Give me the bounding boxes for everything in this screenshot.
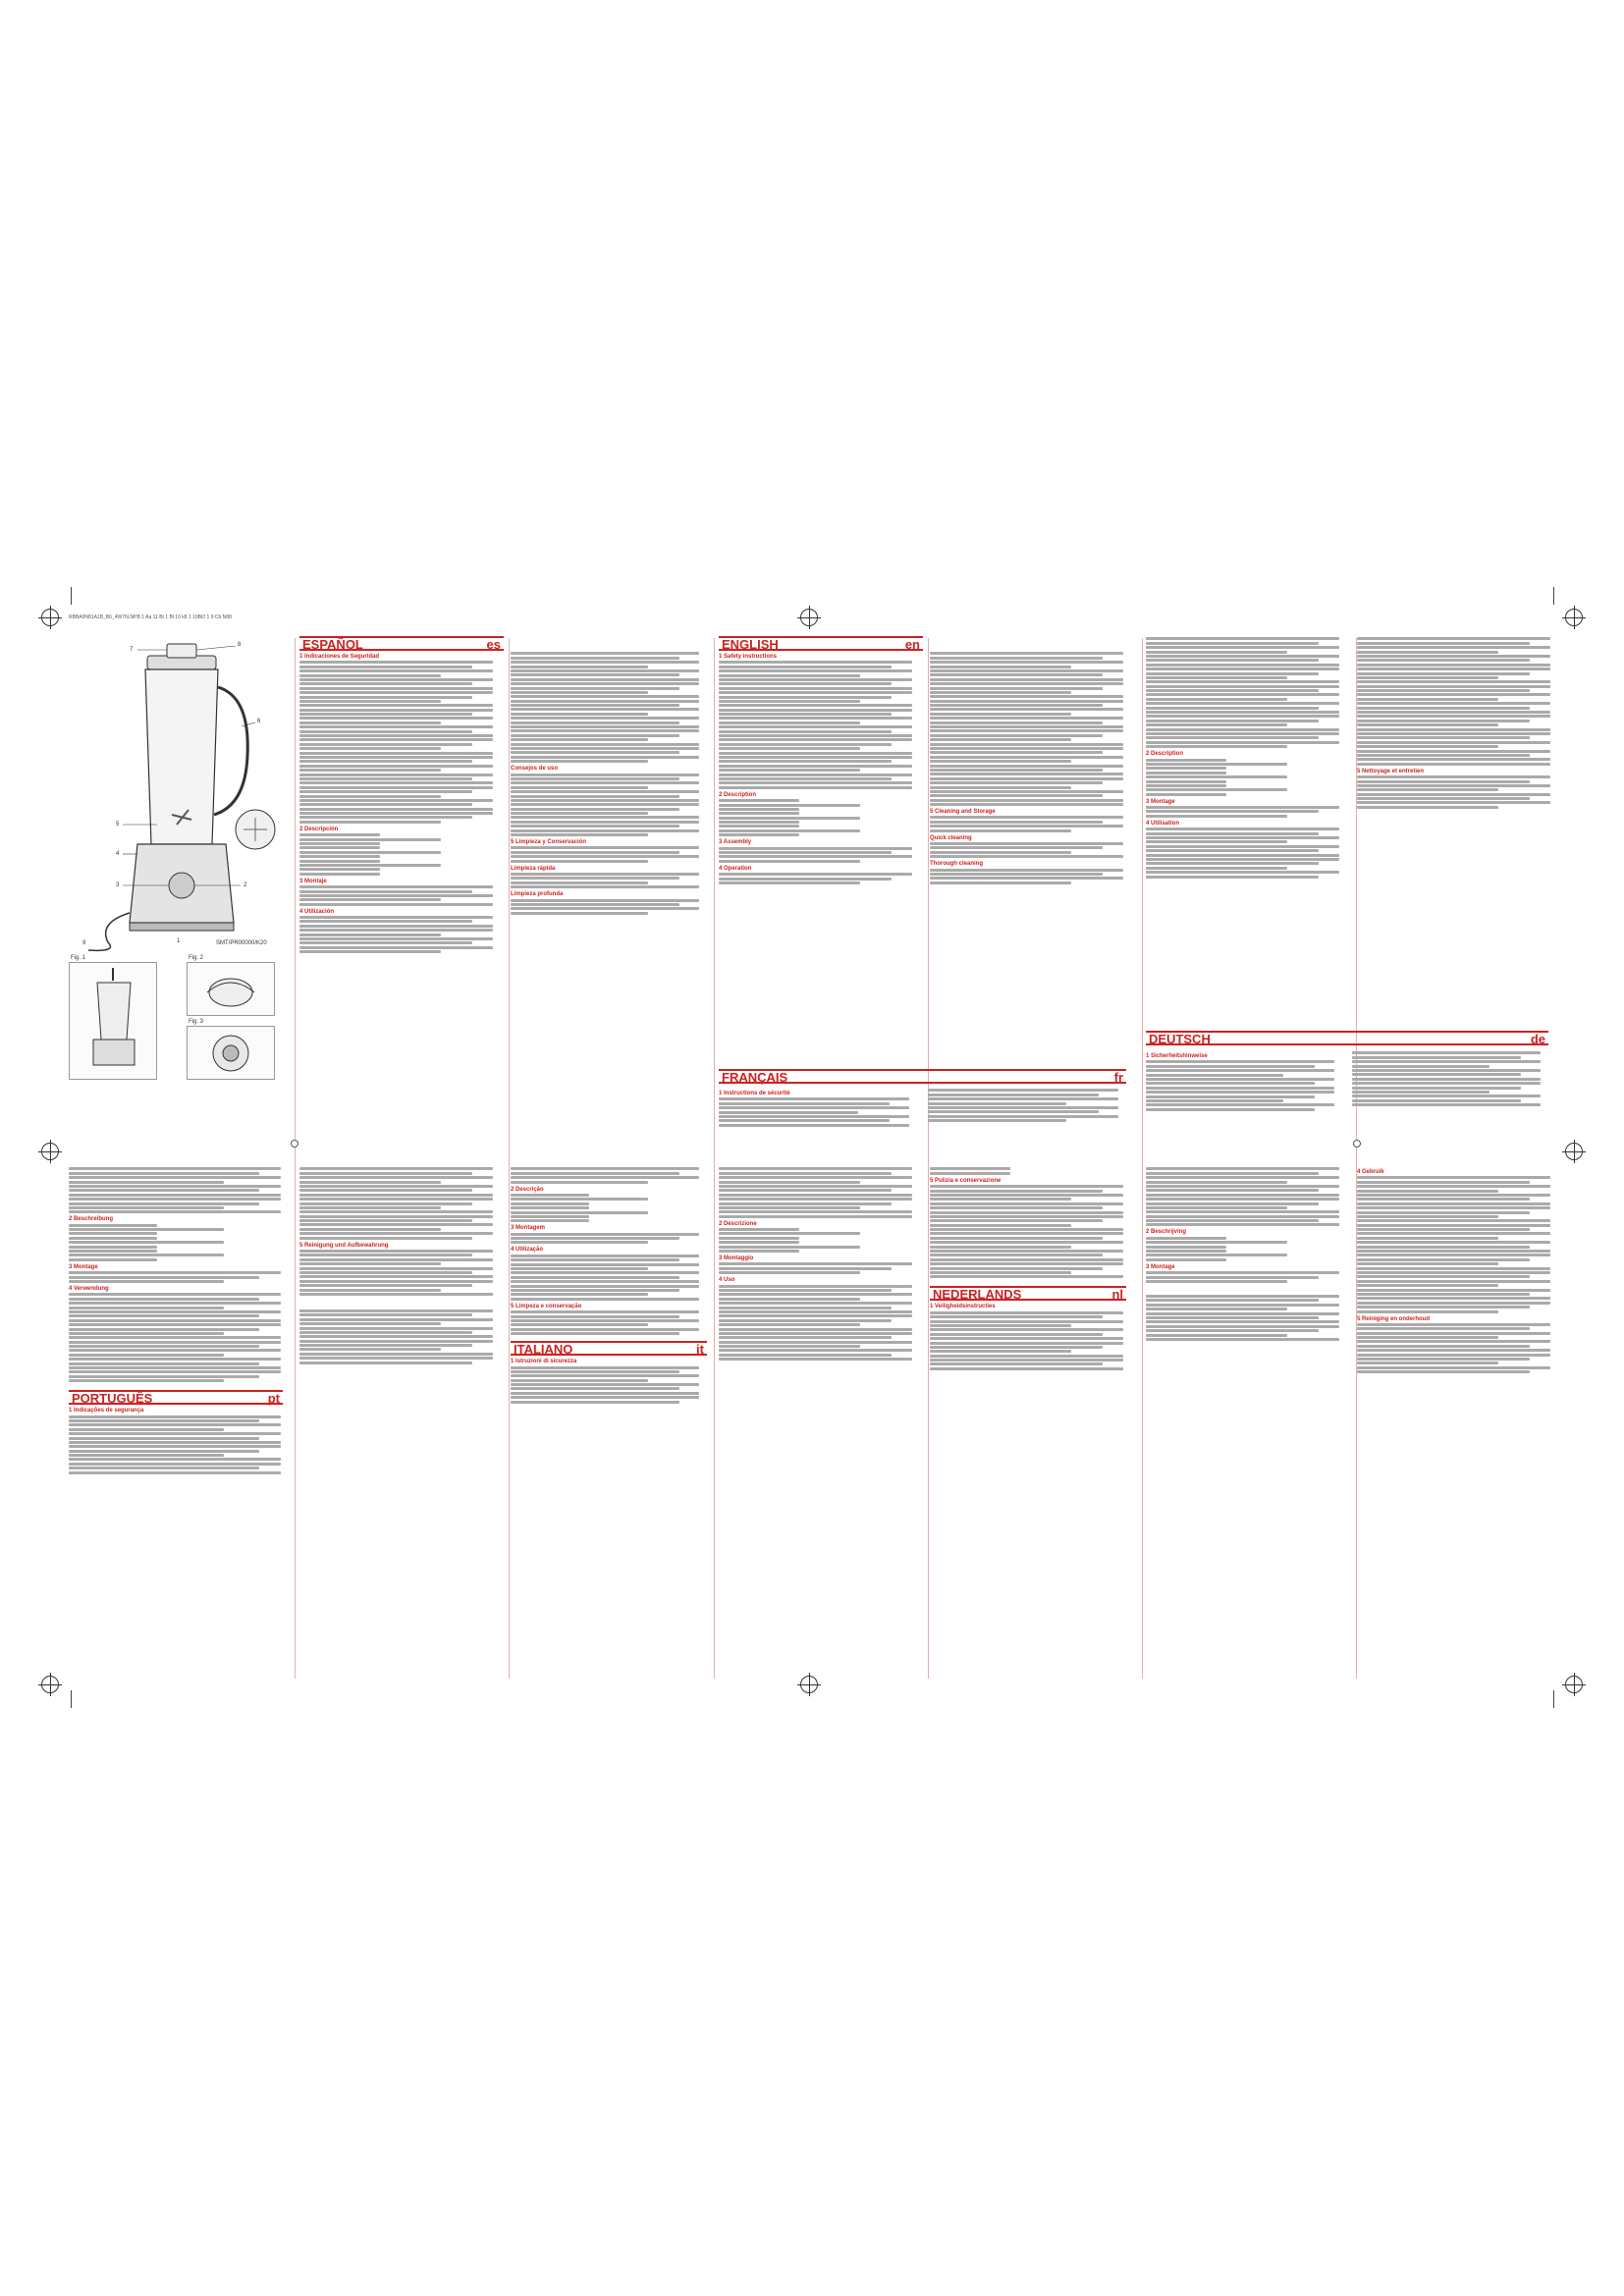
heading: 1 Sicherheitshinweise xyxy=(1146,1053,1208,1059)
body-text xyxy=(511,1310,707,1335)
heading: 1 Indicaciones de Seguridad xyxy=(299,654,380,660)
figure-panel xyxy=(69,628,290,1139)
heading: 2 Description xyxy=(1146,751,1184,758)
trim-mark xyxy=(1553,587,1554,605)
heading: 2 Beschreibung xyxy=(69,1216,114,1223)
section-it-bottom xyxy=(719,1166,1136,1677)
section-title-de xyxy=(1146,1031,1548,1045)
body-text xyxy=(511,1366,707,1404)
body-text xyxy=(511,1167,707,1183)
body-text xyxy=(511,899,707,915)
heading: 2 Description xyxy=(719,791,757,798)
body-text xyxy=(1146,828,1347,878)
body-text xyxy=(1352,1051,1548,1106)
body-text xyxy=(511,652,707,763)
heading: 5 Limpieza y Conservación xyxy=(511,839,587,846)
body-text xyxy=(511,1194,707,1222)
registration-mark-top-center xyxy=(800,609,818,626)
blender-illustration xyxy=(69,628,290,952)
body-text xyxy=(1146,1060,1342,1110)
registration-mark-bottom-center xyxy=(800,1676,818,1693)
section-title-nl xyxy=(930,1286,1126,1301)
callout-1: 1 xyxy=(177,938,181,944)
section-code-it: it xyxy=(696,1342,704,1358)
body-text xyxy=(719,661,920,788)
callout-8: 8 xyxy=(238,642,242,648)
body-text xyxy=(69,1224,290,1261)
section-code-nl: nl xyxy=(1111,1287,1123,1303)
fold-mark xyxy=(1353,1140,1361,1148)
body-text xyxy=(719,1262,920,1274)
body-text xyxy=(299,885,501,906)
section-code-es: es xyxy=(486,637,501,652)
heading: 4 Gebruik xyxy=(1357,1169,1384,1175)
heading: Thorough cleaning xyxy=(930,861,983,868)
callout-5: 5 xyxy=(116,822,120,828)
registration-mark-bottom-right xyxy=(1565,1676,1583,1693)
trim-mark xyxy=(71,1690,72,1708)
heading: 1 Safety instructions xyxy=(719,654,778,660)
figure-2 xyxy=(187,962,275,1016)
heading: Limpieza profunda xyxy=(511,891,564,898)
heading: 1 Instructions de sécurité xyxy=(719,1091,790,1096)
heading: 2 Descrizione xyxy=(719,1220,757,1227)
section-code-fr: fr xyxy=(1113,1070,1123,1085)
fold-mark xyxy=(291,1140,298,1148)
body-text xyxy=(511,1255,707,1301)
section-title-es xyxy=(299,636,504,651)
section-code-en: en xyxy=(904,637,920,652)
heading: 5 Pulizia e conservazione xyxy=(930,1177,1001,1184)
heading: 2 Descrição xyxy=(511,1186,544,1193)
body-text xyxy=(1357,1176,1558,1312)
body-text xyxy=(719,1285,920,1362)
body-text xyxy=(299,916,501,953)
heading: 3 Montagem xyxy=(511,1225,546,1232)
registration-mark-top-right xyxy=(1565,609,1583,626)
trim-mark xyxy=(71,587,72,605)
heading: 3 Montage xyxy=(1146,1263,1175,1270)
trim-mark xyxy=(1553,1690,1554,1708)
heading: Consejos de uso xyxy=(511,766,559,773)
section-title-nl-text: NEDERLANDS xyxy=(933,1287,1022,1303)
heading: 4 Operation xyxy=(719,865,752,872)
heading: 3 Montage xyxy=(1146,798,1175,805)
heading: 3 Assembly xyxy=(719,839,752,846)
heading: Limpieza rápida xyxy=(511,865,556,872)
body-text xyxy=(719,873,920,884)
section-title-it xyxy=(511,1341,707,1356)
heading: 4 Utilização xyxy=(511,1247,544,1254)
body-text xyxy=(930,1167,1131,1174)
registration-mark-bottom-left xyxy=(41,1676,59,1693)
body-text xyxy=(69,1415,290,1474)
body-text xyxy=(299,661,501,823)
section-de-top xyxy=(1146,636,1558,1137)
figure-2-label: Fig. 2 xyxy=(189,955,204,961)
fold-line xyxy=(1142,638,1143,1679)
heading: 4 Uso xyxy=(719,1277,735,1284)
section-title-de-text: DEUTSCH xyxy=(1149,1032,1211,1046)
body-text xyxy=(930,869,1131,884)
body-text xyxy=(1146,637,1347,748)
body-text xyxy=(928,1089,1127,1122)
heading: 5 Reiniging en onderhoud xyxy=(1357,1315,1430,1322)
body-text xyxy=(69,1271,290,1283)
callout-3: 3 xyxy=(116,882,120,888)
heading: 3 Montaggio xyxy=(719,1255,754,1262)
body-text xyxy=(1357,775,1558,809)
callout-2: 2 xyxy=(244,882,247,888)
fold-line xyxy=(295,638,296,1679)
registration-mark-mid-left xyxy=(41,1143,59,1160)
callout-7: 7 xyxy=(130,647,134,653)
section-de-bottom xyxy=(69,1166,290,1677)
body-text xyxy=(69,1167,290,1213)
body-text xyxy=(299,1309,501,1364)
heading: 5 Cleaning and Storage xyxy=(930,809,996,816)
callout-6: 6 xyxy=(257,719,261,724)
body-text xyxy=(1146,806,1347,818)
body-text xyxy=(1357,1323,1558,1373)
body-text xyxy=(299,833,501,876)
body-text xyxy=(1146,1237,1347,1261)
heading: 5 Nettoyage et entretien xyxy=(1357,768,1425,774)
body-text xyxy=(1146,1295,1347,1341)
heading: 4 Utilisation xyxy=(1146,820,1180,827)
body-text xyxy=(719,847,920,863)
section-title-fr-text: FRANÇAIS xyxy=(722,1070,788,1085)
body-text xyxy=(719,799,920,836)
body-text xyxy=(1146,1271,1347,1283)
section-title-fr xyxy=(719,1069,1126,1084)
figure-1-label: Fig. 1 xyxy=(71,955,86,961)
section-code-de: de xyxy=(1530,1032,1545,1046)
heading: 2 Descripción xyxy=(299,826,339,832)
body-text xyxy=(1146,759,1347,796)
body-text xyxy=(299,1167,501,1239)
section-title-en-text: ENGLISH xyxy=(722,637,779,652)
heading: 1 Indicações de segurança xyxy=(69,1408,144,1415)
heading: 5 Limpeza e conservação xyxy=(511,1303,582,1309)
fold-line xyxy=(714,638,715,1679)
registration-mark-mid-right xyxy=(1565,1143,1583,1160)
body-text xyxy=(719,1097,918,1126)
body-text xyxy=(511,846,707,862)
heading: 2 Beschrijving xyxy=(1146,1229,1187,1236)
body-text xyxy=(930,816,1131,831)
body-text xyxy=(930,1185,1131,1278)
figure-3 xyxy=(187,1026,275,1080)
body-text xyxy=(69,1293,290,1382)
body-text xyxy=(930,1311,1131,1370)
section-title-es-text: ESPAÑOL xyxy=(302,637,363,652)
print-header: RBBA9N81A1B_B6_4W76LNPB 1 Aa 11 Bt 1 Bl 10 k8 1 19Bt2 1 9 Cb N88 xyxy=(69,614,232,620)
heading: 3 Montaje xyxy=(299,878,327,884)
registration-mark-top-left xyxy=(41,609,59,626)
callout-4: 4 xyxy=(116,851,120,857)
body-text xyxy=(299,1250,501,1296)
body-text xyxy=(930,842,1131,858)
section-en xyxy=(719,636,1136,1137)
model-label: SMT/PR00000/K20 xyxy=(216,940,267,946)
section-title-it-text: ITALIANO xyxy=(514,1342,573,1358)
figure-3-label: Fig. 3 xyxy=(189,1019,204,1025)
heading: 1 Istruzioni di sicurezza xyxy=(511,1359,577,1365)
section-title-pt-text: PORTUGUÊS xyxy=(72,1391,153,1407)
body-text xyxy=(930,652,1131,806)
heading: 4 Verwendung xyxy=(69,1285,109,1292)
body-text xyxy=(511,873,707,888)
heading: 3 Montage xyxy=(69,1263,98,1270)
body-text xyxy=(511,774,707,836)
section-title-pt xyxy=(69,1390,283,1405)
body-text xyxy=(1357,637,1558,765)
section-es xyxy=(299,636,707,1137)
figure-1 xyxy=(69,962,157,1080)
heading: Quick cleaning xyxy=(930,834,972,841)
section-code-pt: pt xyxy=(267,1391,280,1407)
body-text xyxy=(719,1228,920,1253)
section-pt-bottom xyxy=(299,1166,707,1677)
callout-9: 9 xyxy=(82,940,86,946)
body-text xyxy=(1146,1167,1347,1226)
body-text xyxy=(511,1233,707,1245)
section-title-en xyxy=(719,636,923,651)
section-nl-bottom xyxy=(1146,1166,1558,1677)
heading: 4 Utilización xyxy=(299,908,335,915)
body-text xyxy=(719,1167,920,1217)
heading: 5 Reinigung und Aufbewahrung xyxy=(299,1242,389,1249)
heading: 1 Veiligheidsinstructies xyxy=(930,1304,996,1310)
